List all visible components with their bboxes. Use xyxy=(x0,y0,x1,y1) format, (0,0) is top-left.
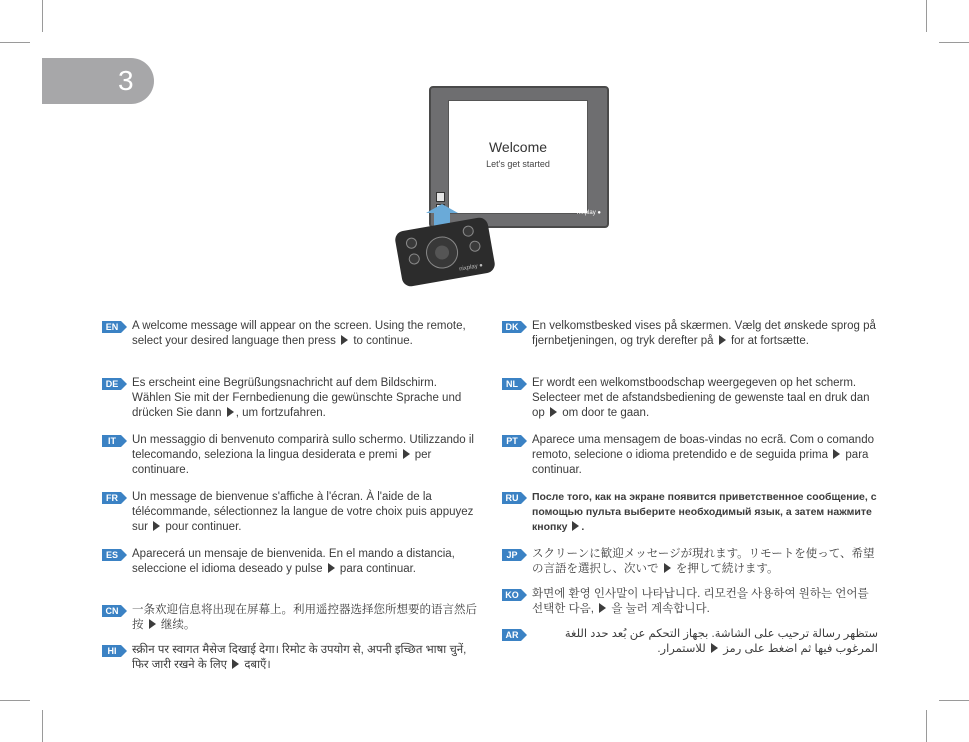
frame-screen xyxy=(448,100,588,214)
instruction-text: スクリーンに歓迎メッセージが現れます。リモートを使って、希望の言語を選択し、次いで を押して続けます。 xyxy=(532,548,875,575)
crop-mark xyxy=(926,710,927,742)
instruction-text: ستظهر رسالة ترحيب على الشاشة. بجهاز التحكم عن بُعد حدد اللغة المرغوب فيها ثم اضغط على رمز للاستمرار. xyxy=(564,628,878,655)
play-icon xyxy=(403,449,410,459)
step-number: 3 xyxy=(118,65,134,96)
instruction-text: Aparece uma mensagem de boas-vindas no ecrã. Com o comando remoto, selecione o idioma pretendido e de seguida prima para continuar. xyxy=(532,434,874,476)
language-badge: AR xyxy=(502,629,527,641)
language-badge: IT xyxy=(102,435,127,447)
language-badge: DK xyxy=(502,321,527,333)
play-icon xyxy=(711,643,718,653)
crop-mark xyxy=(939,700,969,701)
instruction-text: Un messaggio di benvenuto comparirà sullo schermo. Utilizzando il telecomando, seleziona la lingua desiderata e premi per continuare. xyxy=(132,434,474,476)
step-tab xyxy=(42,58,154,104)
language-badge: NL xyxy=(502,378,527,390)
language-badge: EN xyxy=(102,321,127,333)
language-badge: ES xyxy=(102,549,127,561)
play-icon xyxy=(227,407,234,417)
crop-mark xyxy=(0,700,30,701)
play-icon xyxy=(153,521,160,531)
crop-mark xyxy=(926,0,927,32)
remote-brand-logo: nixplay ● xyxy=(458,262,484,273)
remote-power-button xyxy=(405,237,418,250)
play-icon xyxy=(833,449,840,459)
instruction-text: 화면에 환영 인사말이 나타납니다. 리모컨을 사용하여 원하는 언어를 선택한 다음, 을 눌러 계속합니다. xyxy=(532,588,869,615)
play-icon xyxy=(149,619,156,629)
instruction-text: Es erscheint eine Begrüßungsnachricht auf dem Bildschirm. Wählen Sie mit der Fernbedienung die gewünschte Sprache und drücken Sie dann , um fortzufahren. xyxy=(132,377,462,419)
welcome-subtitle: Let's get started xyxy=(486,159,550,169)
welcome-title: Welcome xyxy=(488,139,548,155)
language-badge: FR xyxy=(102,492,127,504)
language-badge: KO xyxy=(502,589,527,601)
play-icon xyxy=(328,563,335,573)
play-icon xyxy=(550,407,557,417)
instruction-text: स्क्रीन पर स्वागत मैसेज दिखाई देगा। रिमोट के उपयोग से, अपनी इच्छित भाषा चुनें, फिर जारी रखने के लिए दबाएँ। xyxy=(132,644,467,671)
crop-mark xyxy=(42,710,43,742)
frame-brand-logo: nixplay ● xyxy=(577,210,601,216)
frame-side-button xyxy=(436,192,445,202)
play-icon xyxy=(341,335,348,345)
language-badge: JP xyxy=(502,549,527,561)
language-badge: RU xyxy=(502,492,527,504)
remote-dpad xyxy=(424,234,461,271)
instruction-text: En velkomstbesked vises på skærmen. Vælg det ønskede sprog på fjernbetjeningen, og tryk derefter på for at fortsætte. xyxy=(532,320,876,347)
instruction-text: 一条欢迎信息将出现在屏幕上。利用遥控器选择您所想要的语言然后按 继续。 xyxy=(132,604,477,631)
language-badge: HI xyxy=(102,645,127,657)
play-icon xyxy=(599,603,606,613)
crop-mark xyxy=(0,42,30,43)
play-icon xyxy=(572,521,579,531)
instruction-text: A welcome message will appear on the screen. Using the remote, select your desired language then press to continue. xyxy=(132,320,466,347)
play-icon xyxy=(232,659,239,669)
remote-ok-button xyxy=(434,244,450,260)
remote-button xyxy=(469,240,482,253)
remote-button xyxy=(462,225,475,238)
remote-control-illustration xyxy=(394,216,496,287)
remote-button xyxy=(408,253,421,266)
instruction-text: После того, как на экране появится приветственное сообщение, с помощью пульта выберите необходимый язык, а затем нажмите кнопку . xyxy=(532,491,877,533)
language-badge: CN xyxy=(102,605,127,617)
language-badge: DE xyxy=(102,378,127,390)
play-icon xyxy=(719,335,726,345)
instruction-text: Aparecerá un mensaje de bienvenida. En el mando a distancia, seleccione el idioma deseado y pulse para continuar. xyxy=(132,548,455,575)
crop-mark xyxy=(939,42,969,43)
instruction-text: Er wordt een welkomstboodschap weergegeven op het scherm. Selecteer met de afstandsbediening de gewenste taal en druk dan op om door te gaan. xyxy=(532,377,870,419)
play-icon xyxy=(664,563,671,573)
crop-mark xyxy=(42,0,43,32)
instruction-text: Un message de bienvenue s'affiche à l'écran. À l'aide de la télécommande, sélectionnez la langue de votre choix puis appuyez sur pour continuer. xyxy=(132,491,474,533)
language-badge: PT xyxy=(502,435,527,447)
